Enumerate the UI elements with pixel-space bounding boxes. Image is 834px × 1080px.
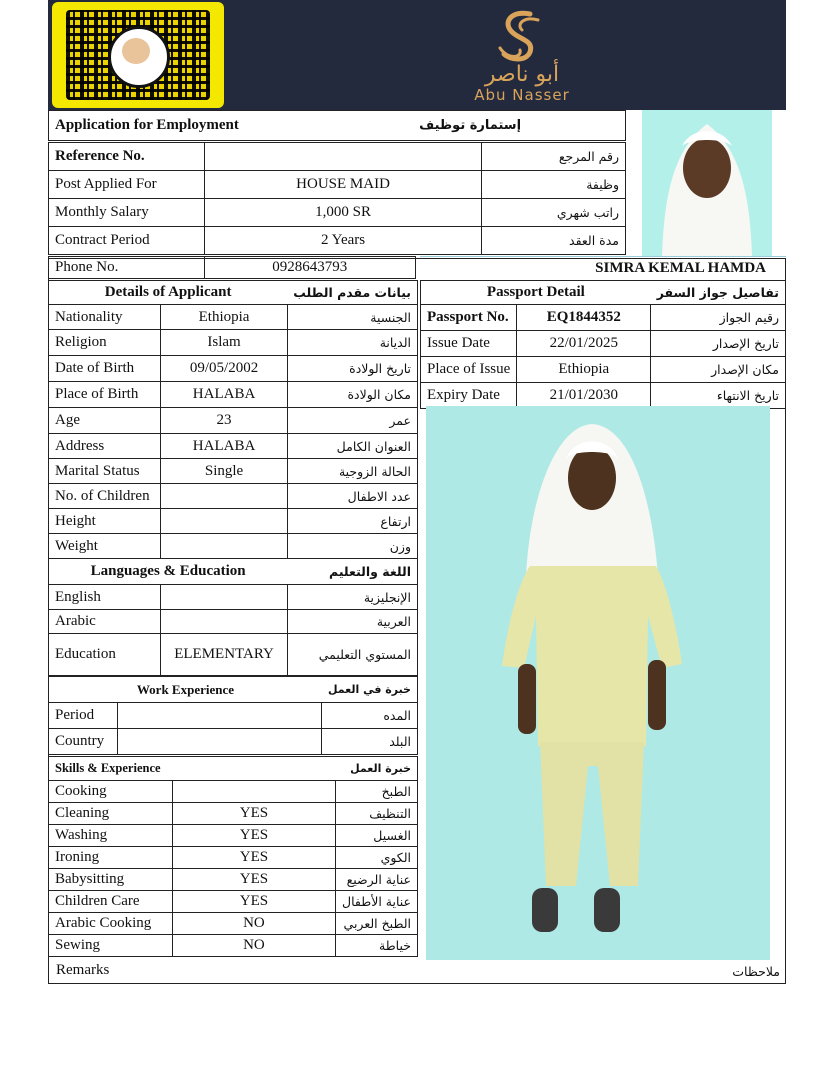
row-value: 23 — [161, 408, 287, 434]
passport-table — [420, 280, 786, 409]
phone-value: 0928643793 — [204, 257, 415, 279]
row-value: 21/01/2030 — [517, 383, 651, 409]
row-label-ar: البلد — [322, 729, 418, 755]
row-value: 2 Years — [204, 227, 481, 255]
row-label-ar: العربية — [287, 610, 417, 634]
row-label: Children Care — [49, 891, 173, 913]
row-value: HALABA — [161, 382, 287, 408]
row-value — [161, 484, 287, 509]
form-title-ar: إستمارة توظيف — [359, 111, 625, 141]
row-label-ar: تاريخ الانتهاء — [651, 383, 786, 409]
job-details-table — [48, 142, 626, 255]
table-row — [421, 305, 786, 331]
row-label: English — [49, 585, 161, 610]
table-row — [49, 382, 418, 408]
row-value: Ethiopia — [161, 305, 287, 330]
row-value: Ethiopia — [517, 357, 651, 383]
row-label-ar: رقم المرجع — [482, 143, 626, 171]
table-row — [49, 305, 418, 330]
table-row — [49, 459, 418, 484]
row-label: Arabic — [49, 610, 161, 634]
row-label: Address — [49, 434, 161, 459]
phone-label: Phone No. — [49, 257, 205, 279]
table-row — [49, 143, 626, 171]
row-label: Issue Date — [421, 331, 517, 357]
table-row — [49, 171, 626, 199]
row-value — [161, 534, 287, 559]
applicant-heading: Details of Applicant — [49, 281, 288, 305]
row-value: 1,000 SR — [204, 199, 481, 227]
row-label-ar: الطبخ العربي — [335, 913, 417, 935]
row-label-ar: عناية الأطفال — [335, 891, 417, 913]
skills-table — [48, 756, 418, 957]
table-row — [49, 227, 626, 255]
row-label: Marital Status — [49, 459, 161, 484]
skills-heading-ar: خبرة العمل — [335, 757, 417, 781]
row-label-ar: الجنسية — [287, 305, 417, 330]
applicant-details-table — [48, 280, 418, 676]
row-value — [161, 585, 287, 610]
row-value: 22/01/2025 — [517, 331, 651, 357]
row-label-ar: العنوان الكامل — [287, 434, 417, 459]
row-value — [161, 509, 287, 534]
row-label-ar: ارتفاع — [287, 509, 417, 534]
applicant-name: SIMRA KEMAL HAMDA — [420, 256, 786, 278]
row-value: HOUSE MAID — [204, 171, 481, 199]
row-label: Babysitting — [49, 869, 173, 891]
row-label-ar: وزن — [287, 534, 417, 559]
row-label: Monthly Salary — [49, 199, 205, 227]
applicant-heading-ar: بيانات مقدم الطلب — [287, 281, 417, 305]
row-label: Washing — [49, 825, 173, 847]
row-value: NO — [172, 935, 335, 957]
work-heading-ar: خبرة في العمل — [322, 677, 418, 703]
row-value: YES — [172, 803, 335, 825]
table-row — [49, 408, 418, 434]
table-row — [49, 825, 418, 847]
table-row — [49, 534, 418, 559]
applicant-photo-small — [642, 110, 772, 256]
row-label-ar: مكان الولادة — [287, 382, 417, 408]
row-label: Place of Issue — [421, 357, 517, 383]
row-label-ar: التنظيف — [335, 803, 417, 825]
row-label-ar: الطبخ — [335, 781, 417, 803]
row-value: Islam — [161, 330, 287, 356]
languages-heading: Languages & Education — [49, 559, 288, 585]
row-value — [117, 729, 322, 755]
passport-heading: Passport Detail — [421, 281, 651, 305]
row-label: Cooking — [49, 781, 173, 803]
row-label-ar: مكان الإصدار — [651, 357, 786, 383]
table-row — [49, 509, 418, 534]
row-label-ar: خياطة — [335, 935, 417, 957]
table-row — [421, 357, 786, 383]
row-value: EQ1844352 — [517, 305, 651, 331]
row-label: Ironing — [49, 847, 173, 869]
row-value — [117, 703, 322, 729]
row-label: Country — [49, 729, 118, 755]
row-label-ar: تاريخ الإصدار — [651, 331, 786, 357]
table-row — [49, 847, 418, 869]
row-label-ar: مدة العقد — [482, 227, 626, 255]
table-row — [421, 383, 786, 409]
row-value: NO — [172, 913, 335, 935]
row-label-ar: عمر — [287, 408, 417, 434]
table-row — [49, 434, 418, 459]
table-row — [49, 356, 418, 382]
row-value — [161, 610, 287, 634]
row-label-ar: الغسيل — [335, 825, 417, 847]
table-row — [49, 330, 418, 356]
row-label-ar: الإنجليزية — [287, 585, 417, 610]
row-value — [204, 143, 481, 171]
row-value: ELEMENTARY — [161, 634, 287, 676]
table-row — [49, 484, 418, 509]
logo-icon — [490, 8, 550, 66]
table-row — [421, 331, 786, 357]
row-label: Education — [49, 634, 161, 676]
remarks-label-ar: ملاحظات — [732, 964, 780, 979]
table-row — [49, 729, 418, 755]
row-value: HALABA — [161, 434, 287, 459]
applicant-photo-full — [426, 406, 770, 960]
application-header-table — [48, 110, 626, 141]
row-label: Post Applied For — [49, 171, 205, 199]
row-label-ar: عناية الرضيع — [335, 869, 417, 891]
row-label: Age — [49, 408, 161, 434]
table-row — [49, 610, 418, 634]
row-label: Weight — [49, 534, 161, 559]
row-value — [172, 781, 335, 803]
row-label: Contract Period — [49, 227, 205, 255]
row-value: YES — [172, 869, 335, 891]
skills-heading: Skills & Experience — [49, 757, 336, 781]
passport-heading-ar: تفاصيل جواز السفر — [651, 281, 786, 305]
row-label-ar: الحالة الزوجية — [287, 459, 417, 484]
row-value: YES — [172, 825, 335, 847]
table-row — [49, 781, 418, 803]
row-label: Expiry Date — [421, 383, 517, 409]
row-label-ar: المستوي التعليمي — [287, 634, 417, 676]
row-label: Cleaning — [49, 803, 173, 825]
row-label-ar: المده — [322, 703, 418, 729]
table-row — [49, 199, 626, 227]
table-row — [49, 913, 418, 935]
table-row — [49, 891, 418, 913]
row-value: Single — [161, 459, 287, 484]
table-row — [49, 803, 418, 825]
row-label: Arabic Cooking — [49, 913, 173, 935]
row-label: No. of Children — [49, 484, 161, 509]
row-value: YES — [172, 891, 335, 913]
row-label-ar: وظيفة — [482, 171, 626, 199]
logo-english-text: Abu Nasser — [474, 86, 570, 104]
languages-heading-ar: اللغة والتعليم — [287, 559, 417, 585]
table-row — [49, 585, 418, 610]
row-label: Nationality — [49, 305, 161, 330]
table-row — [49, 634, 418, 676]
table-row — [49, 869, 418, 891]
row-label-ar: الكوي — [335, 847, 417, 869]
row-label: Place of Birth — [49, 382, 161, 408]
table-row — [49, 935, 418, 957]
table-row — [49, 703, 418, 729]
row-label: Period — [49, 703, 118, 729]
row-label-ar: راتب شهري — [482, 199, 626, 227]
work-experience-table — [48, 676, 418, 755]
remarks-label: Remarks — [56, 962, 110, 978]
logo-arabic-text: أبو ناصر — [484, 62, 560, 87]
work-heading: Work Experience — [49, 677, 322, 703]
row-value: 09/05/2002 — [161, 356, 287, 382]
row-label-ar: تاريخ الولادة — [287, 356, 417, 382]
row-label: Reference No. — [49, 143, 205, 171]
row-label-ar: عدد الاطفال — [287, 484, 417, 509]
row-label: Date of Birth — [49, 356, 161, 382]
row-label: Religion — [49, 330, 161, 356]
row-label-ar: الديانة — [287, 330, 417, 356]
row-label: Sewing — [49, 935, 173, 957]
form-title: Application for Employment — [49, 111, 360, 141]
qr-code — [52, 2, 224, 108]
row-label: Height — [49, 509, 161, 534]
row-label: Passport No. — [421, 305, 517, 331]
row-value: YES — [172, 847, 335, 869]
row-label-ar: رقيم الجواز — [651, 305, 786, 331]
